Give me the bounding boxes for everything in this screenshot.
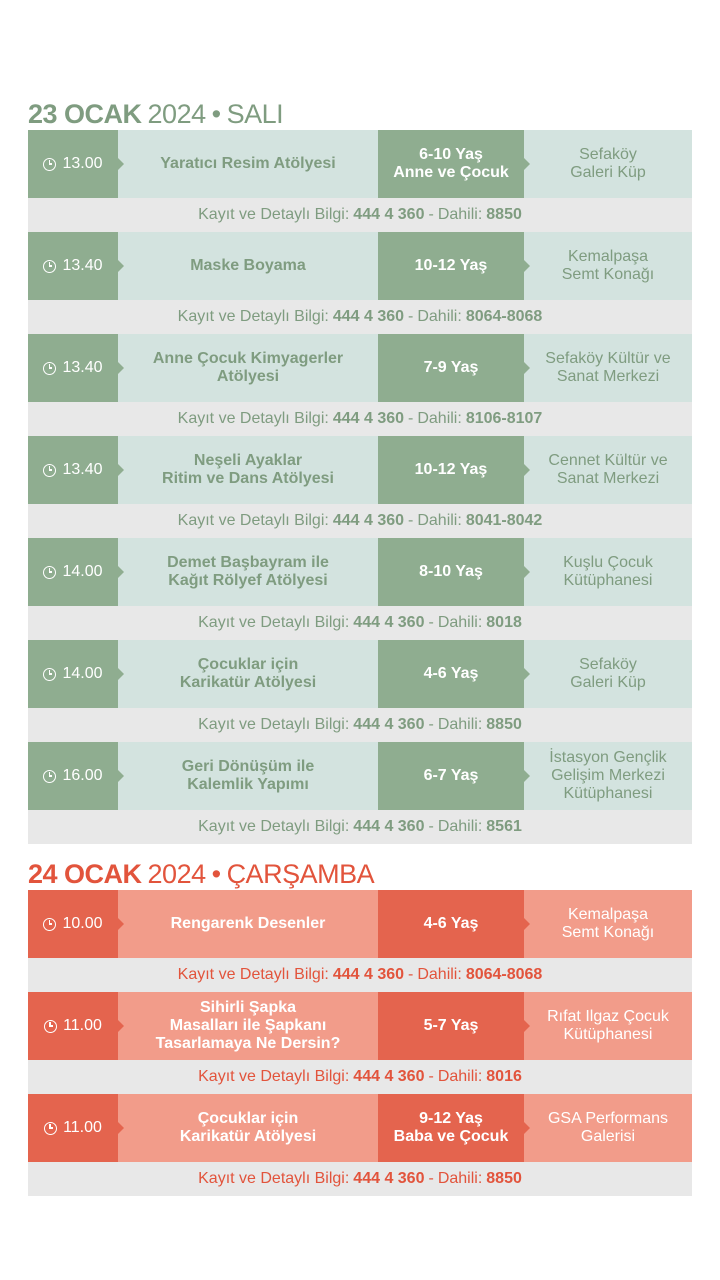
event-title: Maske Boyama [118, 232, 378, 300]
event-place: Kemalpaşa Semt Konağı [524, 890, 692, 958]
event-time [28, 890, 118, 958]
event-row [28, 334, 692, 402]
clock-icon [43, 918, 56, 931]
info-ext: 8018 [486, 614, 522, 631]
event-place: Cennet Kültür ve Sanat Merkezi [524, 436, 692, 504]
clock-icon [44, 1122, 57, 1135]
event-time-text: 13.40 [62, 461, 103, 478]
clock-icon [43, 464, 56, 477]
event-time [28, 538, 118, 606]
event-title: Anne Çocuk Kimyagerler Atölyesi [118, 334, 378, 402]
info-ext: 8561 [486, 818, 522, 835]
info-ext-label: Dahili: [437, 818, 483, 835]
event-title: Neşeli Ayaklar Ritim ve Dans Atölyesi [118, 436, 378, 504]
info-ext-label: Dahili: [417, 308, 462, 325]
info-ext-label: Dahili: [437, 1170, 483, 1187]
event-place: İstasyon Gençlik Gelişim Merkezi Kütüphanesi [524, 742, 692, 810]
clock-icon [43, 158, 56, 171]
event-place: Sefaköy Kültür ve Sanat Merkezi [524, 334, 692, 402]
info-ext: 8064-8068 [465, 308, 543, 325]
event-info [28, 402, 692, 436]
event-row [28, 538, 692, 606]
event-title: Çocuklar için Karikatür Atölyesi [118, 640, 378, 708]
info-dash: - [428, 716, 434, 733]
event-age: 4-6 Yaş [378, 640, 524, 708]
day-year: 2024 [147, 99, 206, 129]
day-bullet: • [211, 859, 221, 889]
info-label: Kayıt ve Detaylı Bilgi: [198, 1170, 350, 1187]
info-ext: 8850 [486, 206, 522, 223]
event-info [28, 198, 692, 232]
info-label: Kayıt ve Detaylı Bilgi: [198, 818, 350, 835]
event-row [28, 1094, 692, 1162]
event-info [28, 1060, 692, 1094]
info-dash: - [408, 512, 414, 529]
event-title: Demet Başbayram ile Kağıt Rölyef Atölyesi [118, 538, 378, 606]
info-ext-label: Dahili: [437, 614, 483, 631]
day-year: 2024 [147, 859, 206, 889]
event-time [28, 1094, 118, 1162]
event-title: Rengarenk Desenler [118, 890, 378, 958]
event-title: Sihirli Şapka Masalları ile Şapkanı Tasarlamaya Ne Dersin? [118, 992, 378, 1060]
event-time [28, 992, 118, 1060]
event-item [28, 992, 692, 1094]
info-dash: - [428, 206, 434, 223]
info-ext: 8016 [486, 1068, 522, 1085]
event-age: 10-12 Yaş [378, 436, 524, 504]
event-row [28, 992, 692, 1060]
info-label: Kayıt ve Detaylı Bilgi: [198, 206, 350, 223]
event-time-text: 14.00 [62, 563, 103, 580]
info-ext-label: Dahili: [437, 716, 483, 733]
event-info [28, 810, 692, 844]
info-label: Kayıt ve Detaylı Bilgi: [198, 614, 350, 631]
info-phone: 444 4 360 [353, 1170, 425, 1187]
event-age: 4-6 Yaş [378, 890, 524, 958]
event-time-text: 13.40 [62, 257, 103, 274]
day-date: 24 OCAK [28, 859, 142, 889]
info-label: Kayıt ve Detaylı Bilgi: [198, 1068, 350, 1085]
info-ext-label: Dahili: [417, 512, 462, 529]
event-time [28, 436, 118, 504]
event-time-text: 16.00 [62, 767, 103, 784]
event-info [28, 1162, 692, 1196]
info-phone: 444 4 360 [353, 818, 425, 835]
event-age: 5-7 Yaş [378, 992, 524, 1060]
event-title: Geri Dönüşüm ile Kalemlik Yapımı [118, 742, 378, 810]
info-ext: 8064-8068 [465, 966, 543, 983]
info-ext-label: Dahili: [417, 410, 462, 427]
info-ext-label: Dahili: [437, 1068, 483, 1085]
info-label: Kayıt ve Detaylı Bilgi: [177, 410, 329, 427]
event-time [28, 130, 118, 198]
event-item [28, 890, 692, 992]
info-dash: - [408, 410, 414, 427]
day-header [28, 856, 692, 890]
event-time-text: 10.00 [62, 915, 103, 932]
event-time-text: 11.00 [63, 1119, 102, 1136]
event-row [28, 130, 692, 198]
info-phone: 444 4 360 [353, 1068, 425, 1085]
info-phone: 444 4 360 [353, 614, 425, 631]
event-time-text: 13.00 [62, 155, 103, 172]
event-time [28, 742, 118, 810]
event-item [28, 232, 692, 334]
day-weekday: SALI [226, 99, 284, 129]
event-place: GSA Performans Galerisi [524, 1094, 692, 1162]
info-phone: 444 4 360 [332, 512, 405, 529]
event-item [28, 130, 692, 232]
event-age: 7-9 Yaş [378, 334, 524, 402]
day-weekday: ÇARŞAMBA [226, 859, 375, 889]
event-list [28, 130, 692, 844]
event-item [28, 640, 692, 742]
event-time [28, 334, 118, 402]
day-section [28, 856, 692, 1196]
info-dash: - [428, 1170, 434, 1187]
clock-icon [43, 770, 56, 783]
info-ext: 8041-8042 [465, 512, 543, 529]
event-age: 6-7 Yaş [378, 742, 524, 810]
event-item [28, 1094, 692, 1196]
event-item [28, 538, 692, 640]
event-row [28, 436, 692, 504]
event-row [28, 742, 692, 810]
event-age: 8-10 Yaş [378, 538, 524, 606]
clock-icon [43, 260, 56, 273]
event-age: 10-12 Yaş [378, 232, 524, 300]
clock-icon [43, 566, 56, 579]
info-phone: 444 4 360 [332, 966, 405, 983]
event-title: Çocuklar için Karikatür Atölyesi [118, 1094, 378, 1162]
event-title: Yaratıcı Resim Atölyesi [118, 130, 378, 198]
info-dash: - [428, 1068, 434, 1085]
event-time-text: 13.40 [62, 359, 103, 376]
info-ext: 8106-8107 [465, 410, 543, 427]
event-time-text: 14.00 [62, 665, 103, 682]
event-row [28, 890, 692, 958]
event-place: Kuşlu Çocuk Kütüphanesi [524, 538, 692, 606]
event-info [28, 606, 692, 640]
event-place: Rıfat Ilgaz Çocuk Kütüphanesi [524, 992, 692, 1060]
info-phone: 444 4 360 [332, 308, 405, 325]
info-label: Kayıt ve Detaylı Bilgi: [177, 308, 329, 325]
info-label: Kayıt ve Detaylı Bilgi: [177, 512, 329, 529]
info-phone: 444 4 360 [353, 206, 425, 223]
info-dash: - [428, 614, 434, 631]
event-info [28, 958, 692, 992]
day-bullet: • [211, 99, 221, 129]
schedule [28, 96, 692, 1208]
clock-icon [44, 1020, 57, 1033]
day-section [28, 96, 692, 844]
info-ext-label: Dahili: [417, 966, 462, 983]
event-place: Kemalpaşa Semt Konağı [524, 232, 692, 300]
event-time [28, 232, 118, 300]
event-item [28, 436, 692, 538]
clock-icon [43, 668, 56, 681]
info-dash: - [408, 308, 414, 325]
event-place: Sefaköy Galeri Küp [524, 640, 692, 708]
clock-icon [43, 362, 56, 375]
info-phone: 444 4 360 [353, 716, 425, 733]
info-ext: 8850 [486, 1170, 522, 1187]
info-phone: 444 4 360 [332, 410, 405, 427]
event-list [28, 890, 692, 1196]
event-row [28, 232, 692, 300]
info-dash: - [428, 818, 434, 835]
day-header [28, 96, 692, 130]
event-item [28, 742, 692, 844]
event-age: 9-12 Yaş Baba ve Çocuk [378, 1094, 524, 1162]
event-row [28, 640, 692, 708]
info-ext-label: Dahili: [437, 206, 483, 223]
info-label: Kayıt ve Detaylı Bilgi: [198, 716, 350, 733]
event-time-text: 11.00 [63, 1017, 102, 1034]
event-age: 6-10 Yaş Anne ve Çocuk [378, 130, 524, 198]
info-dash: - [408, 966, 414, 983]
day-date: 23 OCAK [28, 99, 142, 129]
event-item [28, 334, 692, 436]
event-place: Sefaköy Galeri Küp [524, 130, 692, 198]
event-info [28, 300, 692, 334]
event-info [28, 504, 692, 538]
info-label: Kayıt ve Detaylı Bilgi: [177, 966, 329, 983]
event-info [28, 708, 692, 742]
event-time [28, 640, 118, 708]
info-ext: 8850 [486, 716, 522, 733]
